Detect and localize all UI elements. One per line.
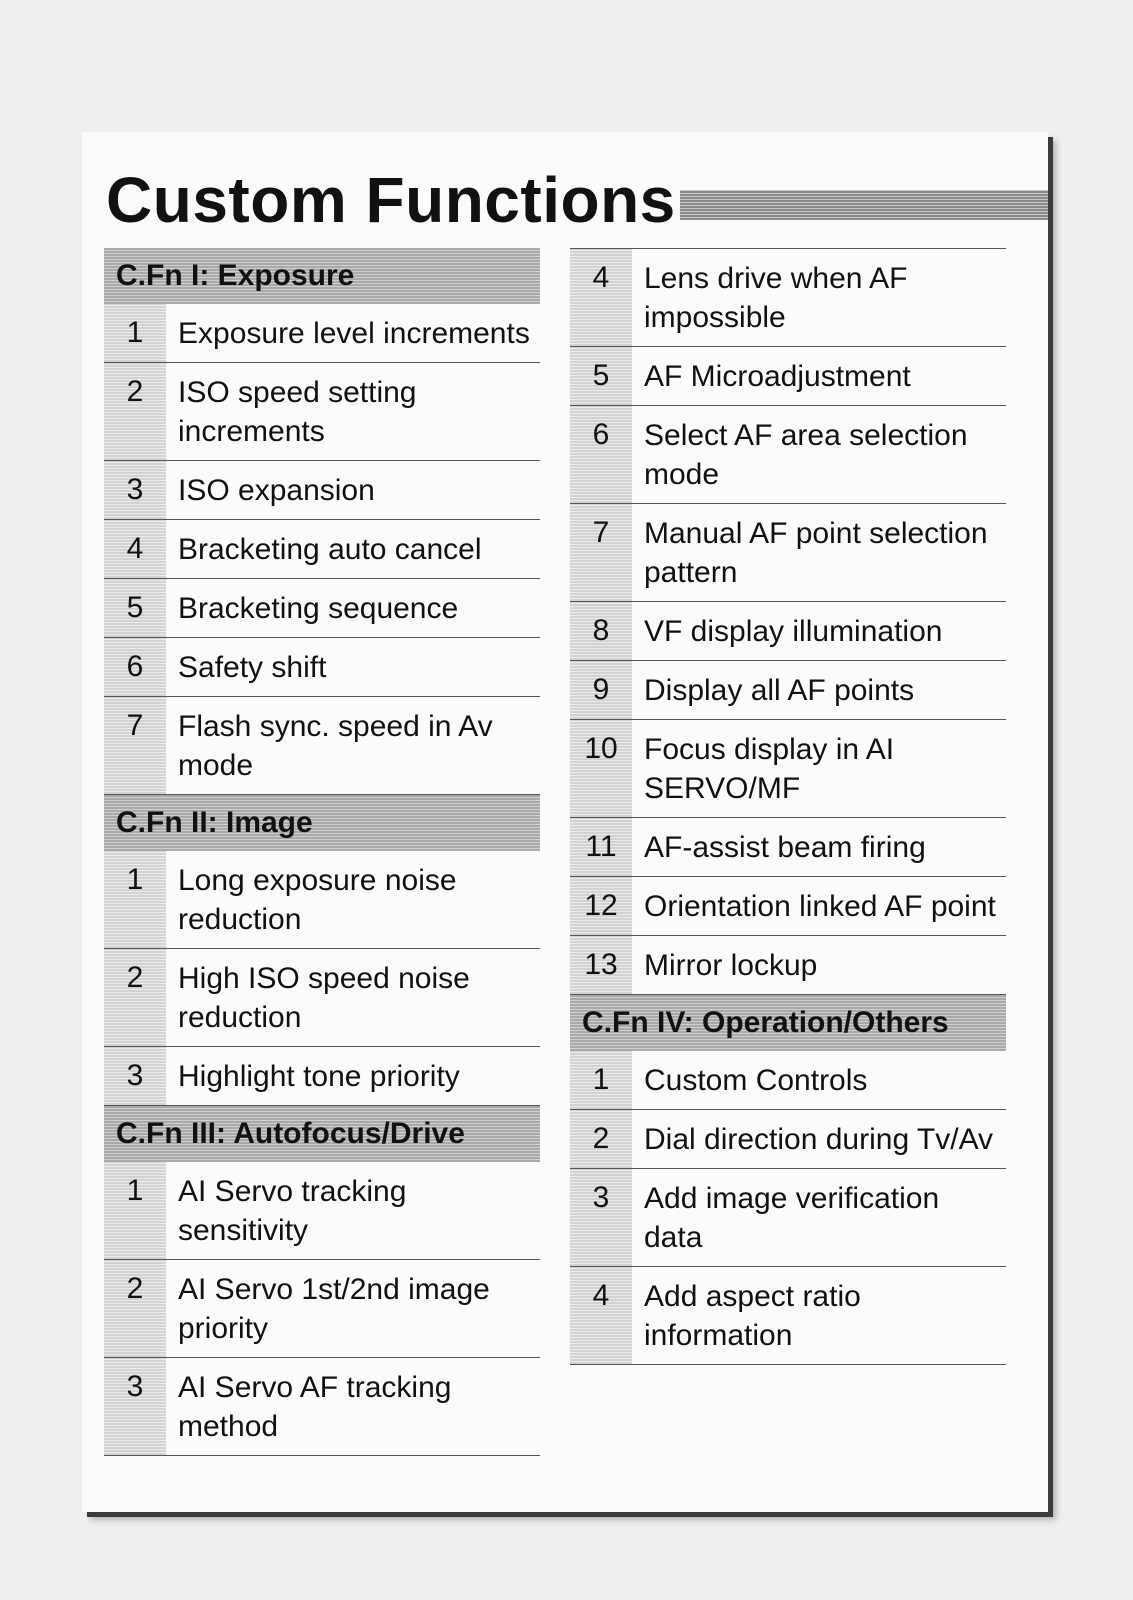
page-title: Custom Functions xyxy=(106,164,676,236)
function-label: AI Servo 1st/2nd image priority xyxy=(178,1273,490,1345)
function-row xyxy=(104,1162,540,1260)
function-label: Manual AF point selection pattern xyxy=(644,517,988,589)
page-card xyxy=(82,132,1048,1512)
function-label: AI Servo AF tracking method xyxy=(178,1371,452,1443)
function-row xyxy=(104,461,540,520)
function-label: Custom Controls xyxy=(644,1064,868,1097)
function-row xyxy=(570,602,1006,661)
function-row xyxy=(104,949,540,1047)
function-number: 5 xyxy=(570,347,632,405)
function-row xyxy=(570,877,1006,936)
function-number: 1 xyxy=(104,1162,166,1259)
function-number: 7 xyxy=(104,697,166,794)
continued-section xyxy=(570,248,1006,995)
function-row xyxy=(570,406,1006,504)
function-label: AF Microadjustment xyxy=(644,360,911,393)
function-label: Highlight tone priority xyxy=(178,1060,460,1093)
function-label: Display all AF points xyxy=(644,674,915,707)
function-label: Bracketing sequence xyxy=(178,592,459,625)
function-row xyxy=(104,304,540,363)
function-number: 8 xyxy=(570,602,632,660)
section-header: C.Fn IV: Operation/Others xyxy=(570,995,1006,1051)
function-number: 1 xyxy=(104,851,166,948)
function-label: Bracketing auto cancel xyxy=(178,533,482,566)
function-label: VF display illumination xyxy=(644,615,943,648)
function-section xyxy=(570,995,1006,1365)
section-header: C.Fn II: Image xyxy=(104,795,540,851)
title-decoration-bar xyxy=(680,190,1048,220)
function-label: ISO expansion xyxy=(178,474,375,507)
function-number: 2 xyxy=(104,949,166,1046)
function-number: 11 xyxy=(570,818,632,876)
function-label: Long exposure noise reduction xyxy=(178,864,457,936)
function-row xyxy=(570,1110,1006,1169)
function-row xyxy=(104,579,540,638)
function-label: Flash sync. speed in Av mode xyxy=(178,710,493,782)
function-label: Select AF area selection mode xyxy=(644,419,968,491)
function-row xyxy=(570,720,1006,818)
function-row xyxy=(570,504,1006,602)
function-section xyxy=(104,1106,540,1456)
function-row xyxy=(104,520,540,579)
section-header: C.Fn III: Autofocus/Drive xyxy=(104,1106,540,1162)
function-label: Lens drive when AF impossible xyxy=(644,262,908,334)
function-label: Focus display in AI SERVO/MF xyxy=(644,733,895,805)
function-number: 5 xyxy=(104,579,166,637)
function-label: Add aspect ratio information xyxy=(644,1280,861,1352)
function-row xyxy=(104,638,540,697)
function-row xyxy=(570,661,1006,720)
function-label: AI Servo tracking sensitivity xyxy=(178,1175,407,1247)
function-row xyxy=(570,1169,1006,1267)
function-number: 6 xyxy=(104,638,166,696)
function-label: Safety shift xyxy=(178,651,327,684)
function-number: 3 xyxy=(104,461,166,519)
function-row xyxy=(104,1358,540,1456)
function-number: 4 xyxy=(570,249,632,346)
function-number: 3 xyxy=(570,1169,632,1266)
function-row xyxy=(104,363,540,461)
section-header: C.Fn I: Exposure xyxy=(104,248,540,304)
function-number: 12 xyxy=(570,877,632,935)
function-row xyxy=(570,1267,1006,1365)
function-row xyxy=(570,936,1006,995)
function-number: 6 xyxy=(570,406,632,503)
function-label: AF-assist beam firing xyxy=(644,831,926,864)
function-number: 2 xyxy=(104,1260,166,1357)
function-section xyxy=(104,248,540,795)
function-label: Mirror lockup xyxy=(644,949,818,982)
function-number: 13 xyxy=(570,936,632,994)
left-column xyxy=(104,248,540,1456)
function-number: 2 xyxy=(104,363,166,460)
function-section xyxy=(104,795,540,1106)
function-row xyxy=(570,1051,1006,1110)
function-number: 3 xyxy=(104,1358,166,1455)
function-number: 4 xyxy=(570,1267,632,1364)
function-row xyxy=(570,249,1006,347)
function-row xyxy=(104,1260,540,1358)
right-column xyxy=(570,248,1006,1365)
function-row xyxy=(104,851,540,949)
function-label: Add image verification data xyxy=(644,1182,940,1254)
function-number: 7 xyxy=(570,504,632,601)
function-label: Orientation linked AF point xyxy=(644,890,996,923)
function-row xyxy=(104,697,540,795)
function-number: 3 xyxy=(104,1047,166,1105)
function-row xyxy=(104,1047,540,1106)
function-number: 1 xyxy=(570,1051,632,1109)
function-label: High ISO speed noise reduction xyxy=(178,962,470,1034)
function-number: 9 xyxy=(570,661,632,719)
function-row xyxy=(570,347,1006,406)
function-label: Dial direction during Tv/Av xyxy=(644,1123,994,1156)
function-label: Exposure level increments xyxy=(178,317,530,350)
function-number: 2 xyxy=(570,1110,632,1168)
function-number: 1 xyxy=(104,304,166,362)
function-label: ISO speed setting increments xyxy=(178,376,417,448)
function-number: 10 xyxy=(570,720,632,817)
function-number: 4 xyxy=(104,520,166,578)
function-row xyxy=(570,818,1006,877)
